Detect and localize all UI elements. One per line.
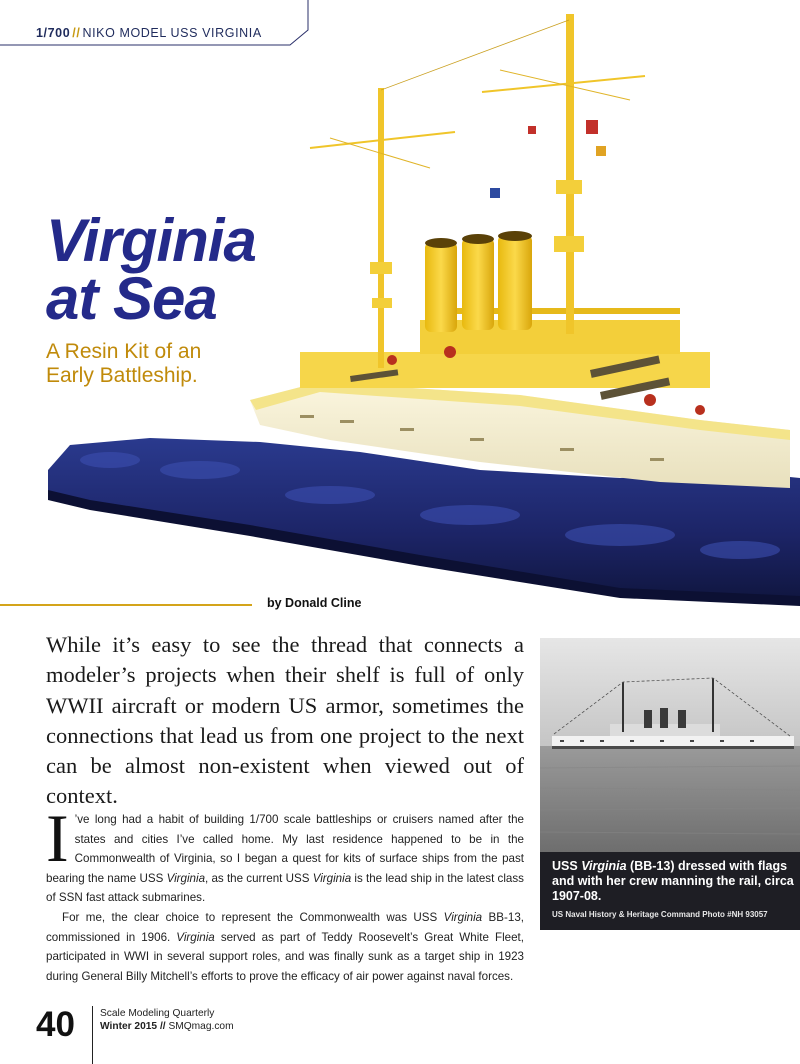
body-text: For me, the clear choice to represent the Commonwealth was USS (62, 910, 444, 924)
section-header (0, 0, 310, 46)
ship-name: Virginia (312, 871, 352, 885)
body-text: BB-13, commissioned in 1906. (46, 910, 524, 944)
article-subtitle (46, 340, 201, 388)
caption-text: (BB-13) dressed with flags and with her crew manning the rail, circa 1907-08. (552, 859, 794, 903)
title-line-1: Virginia (46, 207, 256, 274)
footer-publication (100, 1007, 234, 1033)
photo-caption (552, 859, 796, 904)
byline-rule (0, 604, 252, 606)
header-separator: // (72, 26, 81, 40)
body-text: is the lead ship in the latest class of SSN fast attack submarines. (46, 871, 524, 905)
caption-ship-name: Virginia (581, 859, 627, 873)
website: SMQmag.com (168, 1021, 234, 1032)
subtitle-line-1: A Resin Kit of an (46, 340, 202, 363)
byline: by Donald Cline (267, 596, 362, 610)
body-text: ’ve long had a habit of building 1/700 scale battleships or cruisers named after the states and cities I’ve called home. My last residence happened to be in the Commonwealth of Virginia, so I began a quest for kits of surface ships from the past bearing the name USS (46, 813, 524, 885)
photo-caption-box (540, 852, 800, 930)
subtitle-line-2: Early Battleship. (46, 364, 198, 387)
footer-separator: // (159, 1021, 166, 1032)
ship-name: Virginia (166, 871, 206, 885)
body-text: served as part of Teddy Roosevelt’s Great White Fleet, participated in WWI in several support roles, and was finally sunk as a target ship in 1923 during General Billy Mitchell’s efforts to prove the efficacy of air power against naval forces. (46, 930, 524, 983)
header-scale: 1/700 (36, 26, 71, 40)
article-title (46, 207, 256, 332)
header-label (36, 26, 262, 40)
footer-divider (92, 1006, 93, 1064)
ship-name: Virginia (176, 930, 215, 944)
page-number: 40 (36, 1005, 75, 1044)
magazine-name: Scale Modeling Quarterly (100, 1008, 215, 1019)
issue: Winter 2015 (100, 1021, 158, 1032)
title-line-2: at Sea (46, 265, 217, 332)
body-paragraph-2 (46, 908, 524, 986)
lead-paragraph: While it’s easy to see the thread that connects a modeler’s projects when their shelf is full of only WWII aircraft or modern US armor, sometimes the connections that lead us from one project to the next can be almost non-existent when viewed out of context. (46, 632, 524, 809)
photo-credit: US Naval History & Heritage Command Photo #NH 93057 (552, 910, 768, 919)
caption-text: USS (552, 859, 582, 873)
historical-photo-illustration (540, 638, 800, 852)
ship-name: Virginia (443, 910, 483, 924)
article-body (46, 800, 524, 986)
drop-cap: I (46, 800, 69, 876)
header-kit-name: NIKO MODEL USS VIRGINIA (82, 26, 262, 40)
historical-photo (540, 638, 800, 852)
body-text: , as the current USS (205, 871, 313, 885)
issue-line (100, 1020, 234, 1033)
body-paragraph-1 (46, 800, 524, 908)
